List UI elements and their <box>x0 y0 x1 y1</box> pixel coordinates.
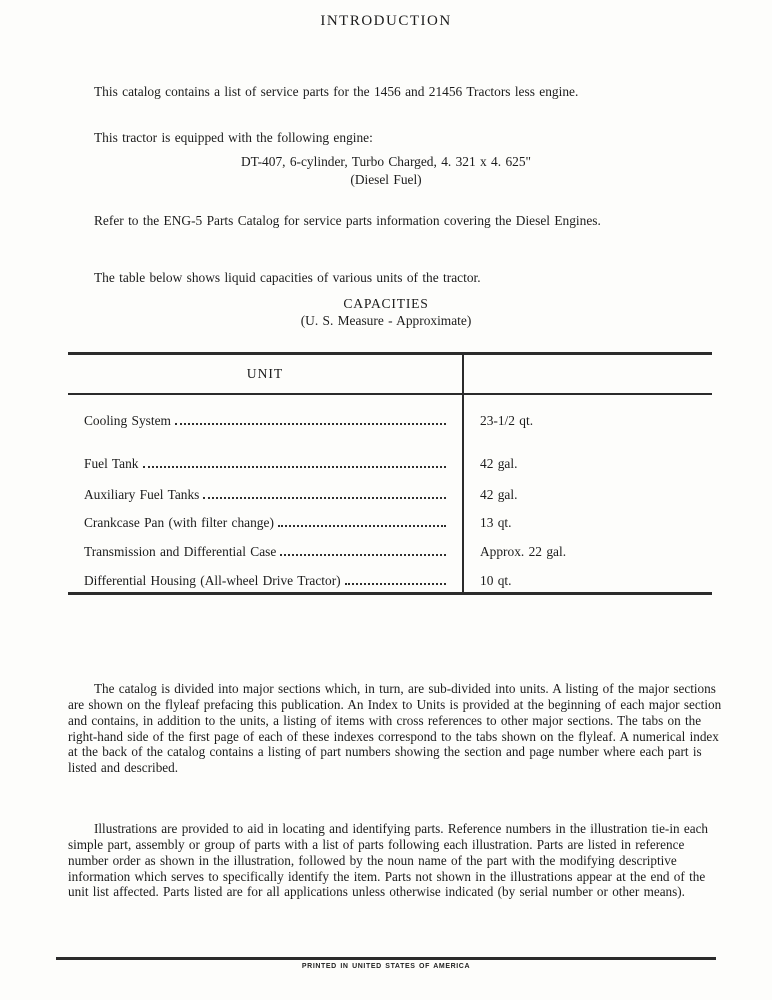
paragraph-eng5-reference: Refer to the ENG-5 Parts Catalog for service parts information covering the Diesel Engines. <box>94 213 601 229</box>
unit-cell-label: Auxiliary Fuel Tanks <box>84 487 200 502</box>
paragraph-engine-intro: This tractor is equipped with the following engine: <box>94 130 373 146</box>
unit-cell-label: Transmission and Differential Case <box>84 543 277 559</box>
unit-cell-label: Fuel Tank <box>84 456 139 471</box>
paragraph-illustrations: Illustrations are provided to aid in locating and identifying parts. Reference numbers in the illustration tie-in each simple part, assembly or group of parts with a list of parts following each illustration. Parts are listed in reference number order as shown in the illustration, followed by the noun name of the part with the modifying descriptive information which serves to specifically identify the item. Parts not shown in the illustrations appear at the end of the unit list affected. Parts listed are for all applications unless otherwise indicated (by serial number or other means). <box>68 821 709 900</box>
unit-cell-label: Crankcase Pan (with filter change) <box>84 515 274 530</box>
value-cell: 13 qt. <box>480 515 512 530</box>
table-row <box>68 481 712 509</box>
capacities-table <box>68 352 712 595</box>
engine-spec <box>0 153 772 189</box>
value-cell: 10 qt. <box>480 573 512 588</box>
value-cell: 23-1/2 qt. <box>480 413 534 428</box>
dot-leader <box>278 525 446 527</box>
dot-leader <box>203 497 446 499</box>
table-column-divider <box>462 355 464 592</box>
engine-spec-line2: (Diesel Fuel) <box>350 172 422 187</box>
dot-leader <box>280 554 446 556</box>
engine-spec-line1: DT-407, 6-cylinder, Turbo Charged, 4. 321 x 4. 625" <box>240 154 532 169</box>
dot-leader <box>143 466 447 468</box>
table-header-unit: UNIT <box>246 366 284 381</box>
page-title: INTRODUCTION <box>320 13 452 29</box>
table-row <box>68 566 712 596</box>
table-row <box>68 447 712 481</box>
unit-cell-label: Differential Housing (All-wheel Drive Tractor) <box>84 573 341 588</box>
footer-rule <box>56 957 716 960</box>
table-row <box>68 537 712 566</box>
capacities-subheading: (U. S. Measure - Approximate) <box>300 313 472 328</box>
paragraph-catalog-structure: The catalog is divided into major sections which, in turn, are sub-divided into units. A listing of the major sections are shown on the flyleaf prefacing this publication. An Index to Units is provided at the beginning of each major section and contains, in addition to the units, a listing of items with cross references to other major sections. The tabs on the right-hand side of the first page of each of these indexes correspond to the tabs shown on the flyleaf. A numerical index at the back of the catalog contains a listing of part numbers showing the section and page number where each part is listed and described. <box>68 681 722 776</box>
table-header-row <box>68 355 712 395</box>
footer-printed-notice: PRINTED IN UNITED STATES OF AMERICA <box>301 963 471 970</box>
capacities-heading: CAPACITIES <box>343 296 429 311</box>
value-cell: 42 gal. <box>480 487 518 502</box>
table-row <box>68 509 712 537</box>
unit-cell-label: Cooling System <box>84 413 171 428</box>
paragraph-table-intro: The table below shows liquid capacities of various units of the tractor. <box>94 270 481 286</box>
value-cell: 42 gal. <box>480 456 518 471</box>
table-row <box>68 395 712 447</box>
value-cell: Approx. 22 gal. <box>480 543 567 559</box>
paragraph-catalog-contents: This catalog contains a list of service parts for the 1456 and 21456 Tractors less engine. <box>94 84 579 100</box>
dot-leader <box>345 583 446 585</box>
dot-leader <box>175 423 446 425</box>
